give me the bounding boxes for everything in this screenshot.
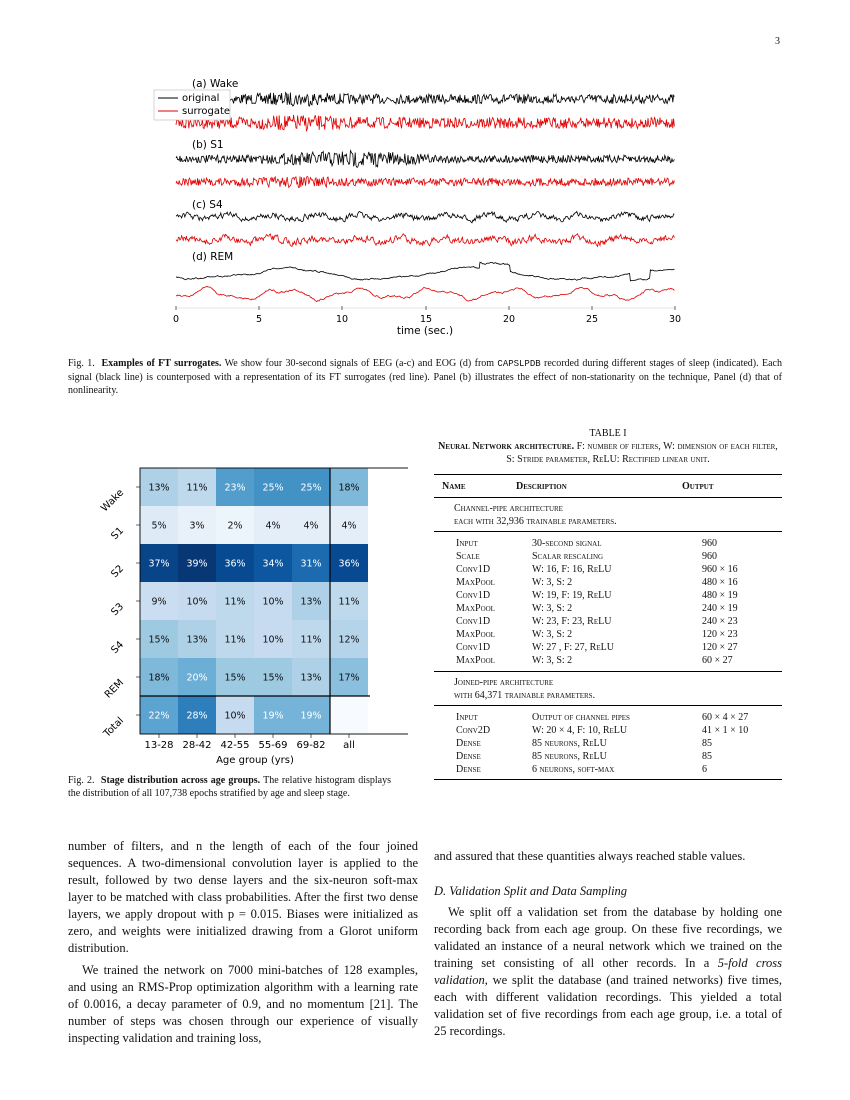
heatmap-cell-label: 13% (148, 482, 170, 494)
heatmap-cell-label: 9% (151, 596, 167, 608)
heatmap-row-label: S4 (109, 639, 127, 657)
layer-description: Scalar rescaling (532, 551, 604, 562)
layer-description: 85 neurons, ReLU (532, 751, 607, 762)
section1-header: Channel-pipe architecture each with 32,936 trainable parameters. (454, 503, 617, 527)
layer-description: W: 3, S: 2 (532, 629, 573, 640)
heatmap-cell-label: 3% (189, 520, 205, 532)
fig1-traces (176, 93, 674, 302)
heatmap-cell-label: 17% (338, 672, 360, 684)
fig1-xlabel: time (sec.) (396, 325, 454, 337)
right-paragraph-1: We split off a validation set from the database by holding one recording back from each age group. On these five recordings, we validated an instance of a neural network which we trained on the training set consisting of all other records. In a 5-fold cross validation, we split the database (and trained networks) five times, each with different validation recordings. This yielded a total validation set of five recordings from each age group, i.e. a total of 25 recordings. (434, 905, 782, 1038)
heatmap-cell-label: 10% (262, 596, 284, 608)
heatmap-col-label: 55-69 (258, 740, 288, 751)
layer-output: 60 × 4 × 27 (702, 712, 749, 723)
left-paragraph-2: We trained the network on 7000 mini-batches of 128 examples, and using an RMS-Prop optimization algorithm with a learning rate of 0.0016, a decay parameter of 0.9, and no momentum [21]. The number of steps was chosen through our experience of visually inspecting validation and training loss, (68, 963, 418, 1045)
heatmap-cell-label: 13% (186, 634, 208, 646)
layer-description: W: 27 , F: 27, ReLU (532, 642, 614, 653)
surrogate-signal-trace (176, 176, 674, 187)
fig2-caption: Fig. 2. Stage distribution across age groups. The relative histogram displays the distribution of all 107,738 epochs stratified by age and sleep stage. (68, 775, 392, 799)
heatmap-row-label: REM (102, 677, 127, 701)
layer-name: Input (456, 712, 478, 723)
heatmap-cell-label: 4% (265, 520, 281, 532)
layer-description: W: 16, F: 16, ReLU (532, 564, 612, 575)
original-signal-trace (176, 151, 674, 168)
heatmap-cell-label: 10% (224, 710, 246, 722)
heatmap-cell-label: 11% (300, 634, 322, 646)
fig1-caption: Fig. 1. Examples of FT surrogates. We show four 30-second signals of EEG (a-c) and EOG (d) from CAPSLPDB recorded during different stages of sleep (indicated). Each signal (black line) is counterposed with a representation of its FT surrogates (red line). Panel (b) illustrates the effect of non-stationarity on the technique, Panel (d) that of nonlinearity. (68, 358, 782, 396)
layer-description: W: 19, F: 19, ReLU (532, 590, 612, 601)
layer-output: 41 × 1 × 10 (702, 725, 749, 736)
layer-output: 240 × 23 (702, 616, 738, 627)
heatmap-cell-label: 36% (338, 558, 360, 570)
right-paragraph-0: and assured that these quantities always reached stable values. (434, 849, 746, 863)
heatmap-cell-label: 11% (224, 596, 246, 608)
table-row (454, 563, 774, 576)
architecture-table (440, 475, 776, 497)
heatmap-row-label: S2 (109, 563, 127, 581)
table-row (454, 550, 774, 563)
heatmap-cell-label: 22% (148, 710, 170, 722)
layer-name: Conv1D (456, 590, 491, 601)
layer-output: 85 (702, 738, 712, 749)
panel-label-rem: (d) REM (192, 251, 234, 263)
layer-description: W: 20 × 4, F: 10, ReLU (532, 725, 628, 736)
layer-name: Conv1D (456, 642, 491, 653)
heatmap-cell-label: 23% (224, 482, 246, 494)
layer-description: W: 23, F: 23, ReLU (532, 616, 612, 627)
layer-description: W: 3, S: 2 (532, 577, 573, 588)
heatmap-cell-label: 19% (262, 710, 284, 722)
layer-description: W: 3, S: 2 (532, 655, 573, 666)
heatmap-cell-label: 5% (151, 520, 167, 532)
heatmap-cell-label: 20% (186, 672, 208, 684)
table-row (454, 724, 774, 737)
layer-output: 60 × 27 (702, 655, 733, 666)
heatmap-cell-label: 31% (300, 558, 322, 570)
layer-name: Dense (456, 764, 481, 775)
heatmap-cell-label: 28% (186, 710, 208, 722)
layer-name: Dense (456, 751, 481, 762)
layer-name: Conv1D (456, 616, 491, 627)
legend-surrogate-label: surrogate (182, 106, 231, 117)
original-signal-trace (176, 212, 674, 223)
left-paragraph-1: number of filters, and n the length of each of the four joined sequences. A two-dimensional convolution layer is applied to the result, followed by two dense layers and the six-neuron soft-max layer to be matched with class probabilities. After the first two dense layers, we apply dropout with p = 0.015. Biases were initialized as zero, and weights were initialized drawing from a Glorot uniform distribution. (68, 839, 418, 955)
heatmap-cell-label: 19% (300, 710, 322, 722)
surrogate-signal-trace (176, 115, 674, 131)
layer-name: MaxPool (456, 629, 495, 640)
heatmap-cell-label: 10% (262, 634, 284, 646)
fig2-caption-title: Stage distribution across age groups. (100, 775, 261, 786)
layer-output: 960 × 16 (702, 564, 738, 575)
table-1 (434, 427, 782, 780)
heatmap-col-label: 42-55 (220, 740, 250, 751)
layer-output: 120 × 27 (702, 642, 738, 653)
heatmap-cell-label: 15% (148, 634, 170, 646)
heatmap-cell-label: 34% (262, 558, 284, 570)
heatmap-xlabel: Age group (yrs) (216, 755, 294, 766)
layer-name: MaxPool (456, 577, 495, 588)
table-row (454, 576, 774, 589)
layer-output: 960 (702, 551, 717, 562)
heatmap-row-label: Wake (99, 487, 127, 515)
panel-label-s4: (c) S4 (192, 199, 223, 211)
table-row (454, 737, 774, 750)
section-heading-d: D. Validation Split and Data Sampling (434, 884, 628, 898)
layer-output: 85 (702, 751, 712, 762)
col-header-name: Name (442, 480, 466, 492)
heatmap-cell-label: 13% (300, 672, 322, 684)
heatmap-cell-label: 25% (262, 482, 284, 494)
heatmap-cell-label: 36% (224, 558, 246, 570)
layer-description: Output of channel pipes (532, 712, 630, 723)
heatmap-cell-label: 10% (186, 596, 208, 608)
layer-name: Input (456, 538, 478, 549)
right-column-text (434, 848, 782, 1040)
heatmap-cell-label: 39% (186, 558, 208, 570)
table-row (454, 641, 774, 654)
table-row (454, 589, 774, 602)
layer-output: 480 × 16 (702, 577, 738, 588)
layer-description: 85 neurons, ReLU (532, 738, 607, 749)
layer-output: 6 (702, 764, 707, 775)
section2-rows (454, 711, 774, 776)
heatmap-col-label: all (343, 740, 355, 751)
table-row (454, 602, 774, 615)
table-row (454, 654, 774, 667)
heatmap-row-label: S1 (109, 525, 127, 543)
original-signal-trace (176, 262, 674, 281)
legend-original-label: original (182, 93, 220, 104)
panel-label-wake: (a) Wake (192, 78, 239, 90)
xtick-label: 5 (255, 314, 263, 325)
layer-description: W: 3, S: 2 (532, 603, 573, 614)
layer-description: 30-second signal (532, 538, 602, 549)
table-row (454, 711, 774, 724)
heatmap-cell (330, 696, 368, 734)
layer-output: 240 × 19 (702, 603, 738, 614)
table-row (454, 628, 774, 641)
heatmap-cell-label: 11% (186, 482, 208, 494)
heatmap-col-label: 28-42 (182, 740, 212, 751)
layer-output: 120 × 23 (702, 629, 738, 640)
heatmap-cell-label: 18% (148, 672, 170, 684)
heatmap-cell-label: 13% (300, 596, 322, 608)
xtick-label: 25 (585, 314, 599, 325)
layer-name: Scale (456, 551, 480, 562)
page-number: 3 (775, 36, 780, 47)
table-label: TABLE I (589, 428, 627, 439)
table-row (454, 537, 774, 550)
xtick-label: 0 (172, 314, 180, 325)
section1-rows (454, 537, 774, 667)
xtick-label: 30 (668, 314, 682, 325)
fig1-caption-title: Examples of FT surrogates. (101, 358, 222, 369)
xtick-label: 15 (419, 314, 433, 325)
fig1-signal-plot (150, 74, 695, 340)
heatmap-cell-label: 15% (224, 672, 246, 684)
table-row (454, 615, 774, 628)
heatmap-cell-label: 2% (227, 520, 243, 532)
heatmap-cell-label: 4% (341, 520, 357, 532)
table-row (454, 750, 774, 763)
original-signal-trace (176, 93, 674, 107)
layer-output: 480 × 19 (702, 590, 738, 601)
heatmap-cell-label: 37% (148, 558, 170, 570)
heatmap-col-label: 13-28 (144, 740, 174, 751)
table-title: Neural Network architecture. F: number of filters, W: dimension of each filter, S: Stride parameter, ReLU: Rectified linear unit. (438, 441, 778, 465)
col-header-description: Description (516, 480, 567, 492)
surrogate-signal-trace (176, 234, 674, 247)
heatmap-cell-label: 25% (300, 482, 322, 494)
xtick-label: 10 (335, 314, 349, 325)
layer-name: Dense (456, 738, 481, 749)
heatmap-cell-label: 11% (224, 634, 246, 646)
layer-name: Conv2D (456, 725, 491, 736)
heatmap-cells (140, 468, 368, 734)
section2-header: Joined-pipe architecture with 64,371 trainable parameters. (454, 677, 596, 701)
layer-name: MaxPool (456, 655, 495, 666)
layer-name: MaxPool (456, 603, 495, 614)
heatmap-cell-label: 11% (338, 596, 360, 608)
heatmap-cell-label: 18% (338, 482, 360, 494)
layer-output: 960 (702, 538, 717, 549)
table-row (454, 763, 774, 776)
heatmap-cell-label: 15% (262, 672, 284, 684)
fig2-heatmap (68, 462, 408, 772)
heatmap-cell-label: 4% (303, 520, 319, 532)
surrogate-signal-trace (176, 287, 674, 302)
xtick-label: 20 (502, 314, 516, 325)
heatmap-row-label: Total (101, 715, 127, 740)
heatmap-cell-label: 12% (338, 634, 360, 646)
heatmap-col-label: 69-82 (296, 740, 326, 751)
panel-label-s1: (b) S1 (192, 139, 224, 151)
heatmap-row-label: S3 (109, 601, 127, 619)
layer-name: Conv1D (456, 564, 491, 575)
left-column-text (68, 838, 418, 1047)
col-header-output: Output (682, 480, 714, 492)
layer-description: 6 neurons, soft-max (532, 764, 615, 775)
